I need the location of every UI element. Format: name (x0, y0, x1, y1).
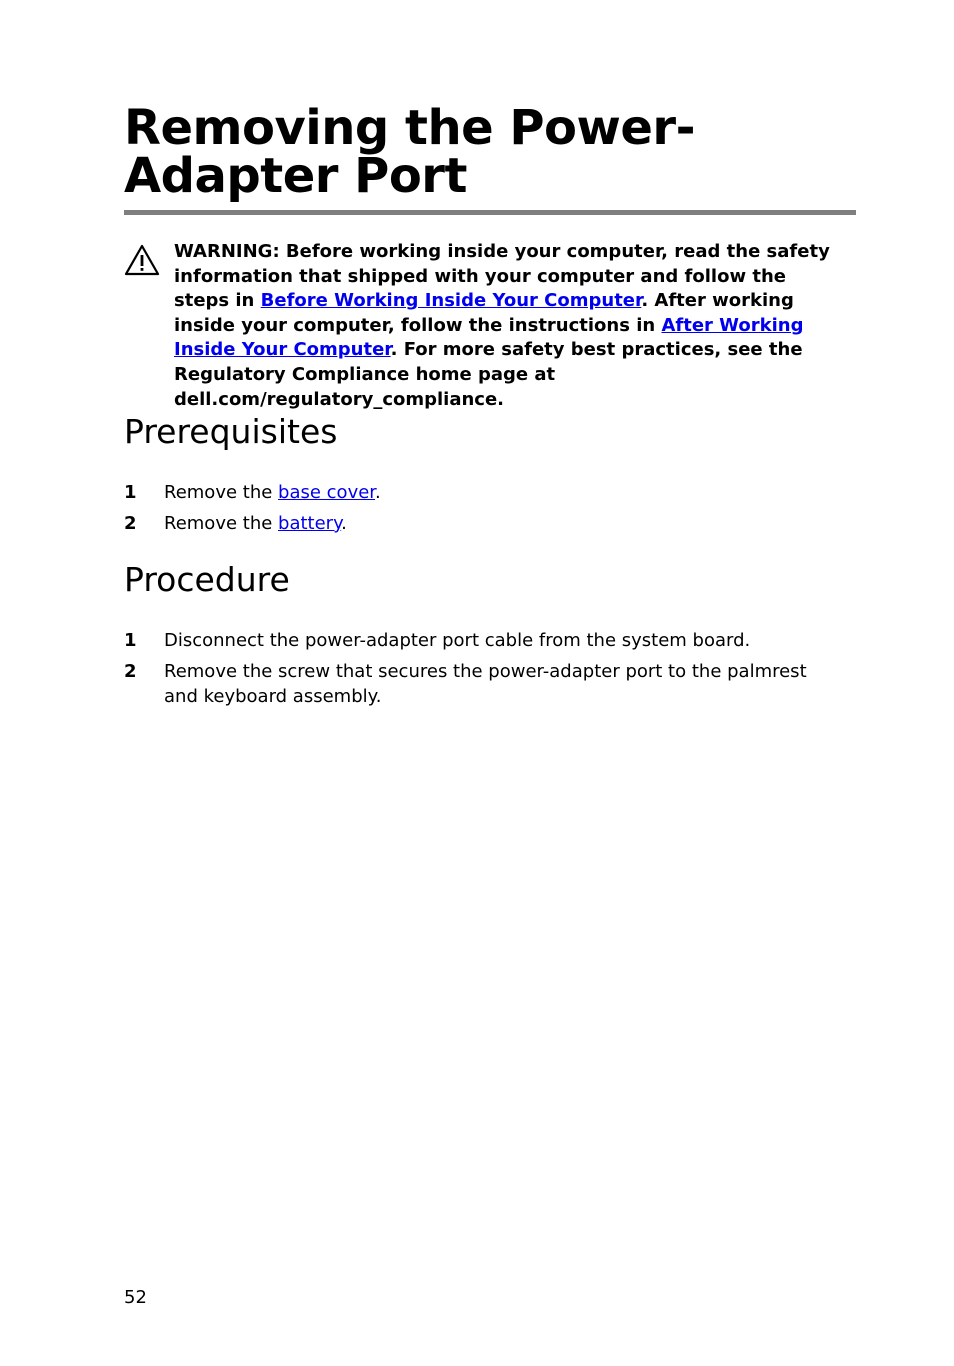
prerequisites-heading: Prerequisites (124, 412, 338, 451)
page-title: Removing the Power-Adapter Port (124, 100, 696, 204)
procedure-step (124, 628, 844, 653)
before-working-inside-link[interactable]: Before Working Inside Your Computer (260, 290, 642, 312)
warning-triangle-icon (124, 244, 160, 276)
after-working-inside-link[interactable]: After Working Inside Your Computer (174, 314, 804, 361)
warning-text-part: . For more safety best practices, see the Regulatory Compliance home page at dell.com/regulatory_compliance. (174, 339, 803, 410)
prerequisite-step (124, 511, 844, 536)
step-number: 2 (124, 661, 137, 682)
step-text: Remove the screw that secures the power-adapter port to the palmrest and keyboard assembly. (164, 661, 807, 707)
step-text (164, 511, 844, 536)
step-number: 1 (124, 482, 137, 503)
procedure-list (124, 628, 844, 715)
prerequisite-step (124, 480, 844, 505)
warning-text-part: . After working inside your computer, follow the instructions in (174, 290, 794, 336)
step-number: 1 (124, 630, 137, 651)
prerequisites-list (124, 480, 844, 542)
step-text-part: Remove the (164, 482, 279, 503)
warning-text-part: WARNING: Before working inside your computer, read the safety information that shipped with your computer and follow the steps in (174, 241, 830, 312)
step-text-part: . (341, 513, 347, 534)
battery-link[interactable]: battery (278, 513, 342, 534)
title-divider (124, 210, 856, 215)
step-number: 2 (124, 513, 137, 534)
step-text: Disconnect the power-adapter port cable from the system board. (164, 630, 751, 651)
step-text (164, 480, 844, 505)
page-number: 52 (124, 1287, 147, 1308)
warning-text (174, 240, 844, 412)
procedure-step (124, 659, 844, 709)
step-text-part: . (375, 482, 381, 503)
procedure-heading: Procedure (124, 560, 290, 599)
step-text-part: Remove the (164, 513, 279, 534)
base-cover-link[interactable]: base cover (278, 482, 376, 503)
